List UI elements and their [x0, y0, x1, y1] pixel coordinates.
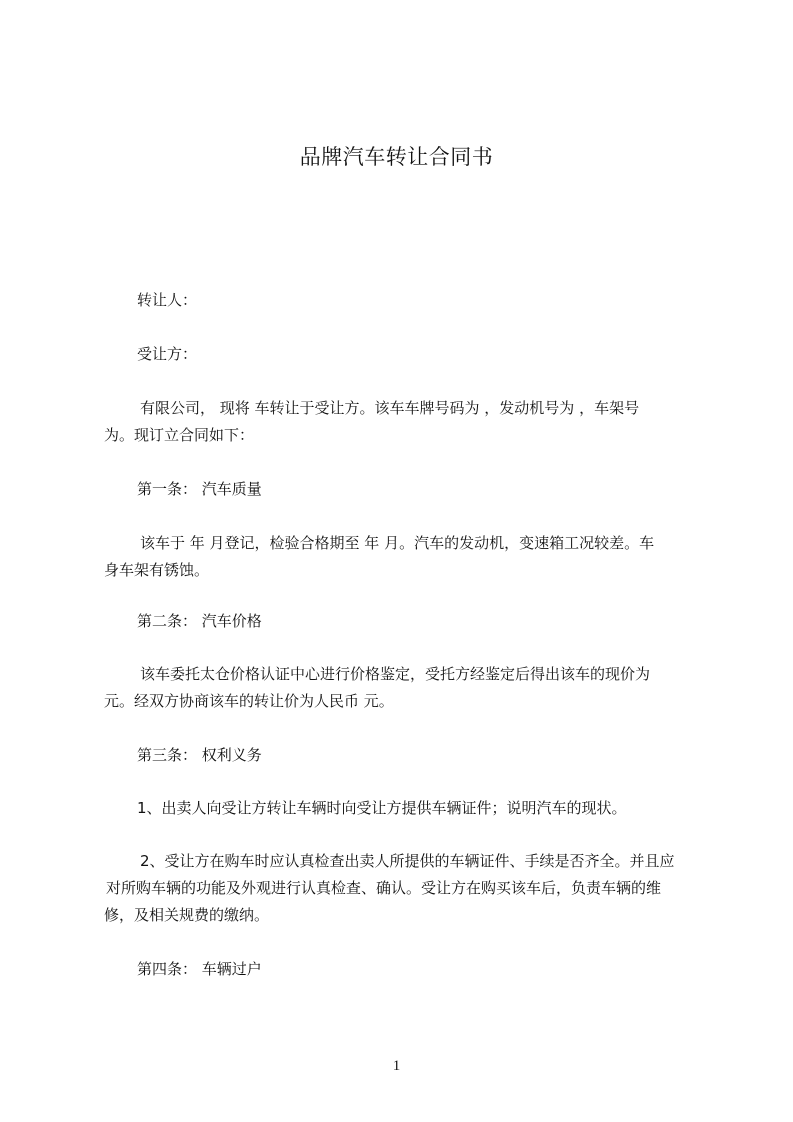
article-1-line-2: 身车架有锈蚀。 [104, 561, 210, 579]
transferee-label: 受让方： [137, 345, 198, 363]
document-title: 品牌汽车转让合同书 [299, 145, 494, 169]
article-2-heading: 第二条： 汽车价格 [137, 612, 262, 630]
intro-line-2: 为。现订立合同如下： [104, 426, 255, 444]
article-3-item-1: 1、出卖人向受让方转让车辆时向受让方提供车辆证件；说明汽车的现状。 [137, 799, 627, 817]
article-3-item-2-line-2: 对所购车辆的功能及外观进行认真检查、确认。受让方在购买该车后，负责车辆的维 [106, 879, 662, 897]
article-1-heading: 第一条： 汽车质量 [137, 480, 262, 498]
article-4-heading: 第四条： 车辆过户 [137, 960, 262, 978]
page-number: 1 [392, 1058, 401, 1074]
transferor-label: 转让人： [137, 291, 198, 309]
article-1-line-1: 该车于 年 月登记，检验合格期至 年 月。汽车的发动机，变速箱工况较差。车 [140, 534, 655, 552]
article-3-item-2-line-1: 2、受让方在购车时应认真检查出卖人所提供的车辆证件、手续是否齐全。并且应 [140, 852, 675, 870]
article-2-line-2: 元。经双方协商该车的转让价为人民币 元。 [104, 692, 394, 710]
intro-line-1: 有限公司， 现将 车转让于受让方。该车车牌号码为 ，发动机号为 ，车架号 [140, 399, 640, 417]
article-3-heading: 第三条： 权利义务 [137, 746, 262, 764]
article-2-line-1: 该车委托太仓价格认证中心进行价格鉴定，受托方经鉴定后得出该车的现价为 [140, 665, 651, 683]
article-3-item-2-line-3: 修，及相关规费的缴纳。 [104, 906, 270, 924]
